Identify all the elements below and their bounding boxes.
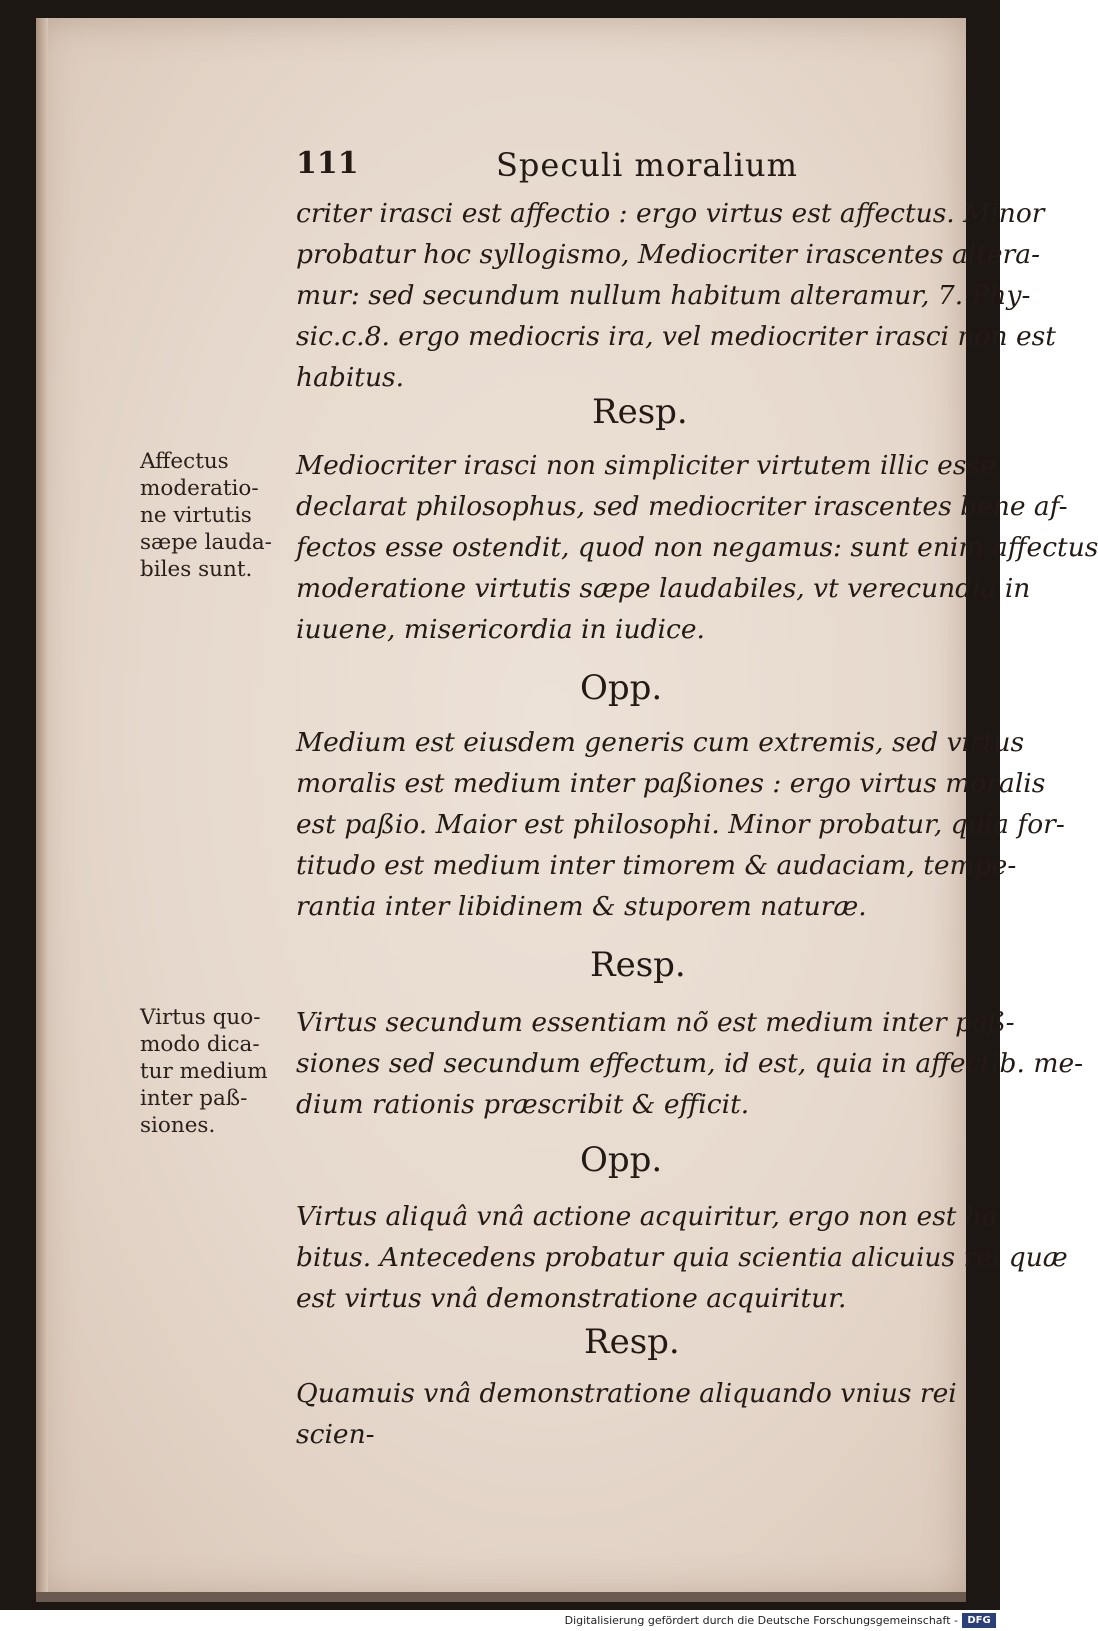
- section-heading-resp: Resp.: [592, 392, 688, 432]
- text-line: criter irasci est affectio : ergo virtus est affectus. Minor: [296, 198, 1045, 229]
- page-header: [292, 146, 972, 186]
- text-line: Mediocriter irasci non simpliciter virtutem illic esse: [296, 450, 996, 481]
- page-number: 111: [296, 146, 359, 181]
- margin-note-line: Virtus quo-: [140, 1005, 261, 1030]
- text-line: declarat philosophus, sed mediocriter irascentes bene af-: [296, 491, 1068, 522]
- section-heading-opp: Opp.: [580, 1140, 663, 1180]
- margin-note-line: inter paß-: [140, 1086, 248, 1111]
- text-line: moderatione virtutis sæpe laudabiles, vt verecundia in: [296, 573, 1031, 604]
- margin-note-2: [140, 1004, 300, 1139]
- margin-note-line: modo dica-: [140, 1032, 260, 1057]
- text-line: siones sed secundum effectum, id est, quia in affectib. me-: [296, 1048, 1084, 1079]
- text-line: dium rationis præscribit & efficit.: [296, 1089, 750, 1120]
- page-bottom-edge: [36, 1592, 966, 1602]
- text-line: titudo est medium inter timorem & audaciam, tempe-: [296, 850, 1017, 881]
- paragraph-6: [296, 1373, 976, 1455]
- text-line: est paßio. Maior est philosophi. Minor probatur, quia for-: [296, 809, 1065, 840]
- paragraph-5: [296, 1196, 1068, 1319]
- text-line: est virtus vnâ demonstratione acquiritur.: [296, 1283, 847, 1314]
- margin-note-line: Affectus: [140, 449, 229, 474]
- text-line: rantia inter libidinem & stuporem naturæ.: [296, 891, 867, 922]
- footer-bar: [0, 1612, 1000, 1631]
- text-line: sic.c.8. ergo mediocris ira, vel mediocriter irasci non est: [296, 321, 1056, 352]
- text-line: scien-: [296, 1419, 375, 1450]
- text-line: mur: sed secundum nullum habitum alteramur, 7. Phy-: [296, 280, 1031, 311]
- paragraph-3: [296, 722, 1065, 927]
- paragraph-4: [296, 1002, 1084, 1125]
- paragraph-1: [296, 193, 1056, 398]
- margin-note-line: ne virtutis: [140, 503, 252, 528]
- section-heading-resp: Resp.: [584, 1322, 680, 1362]
- paragraph-2: [296, 445, 1098, 650]
- text-line: bitus. Antecedens probatur quia scientia alicuius rei quæ: [296, 1242, 1068, 1273]
- text-line: moralis est medium inter paßiones : ergo virtus moralis: [296, 768, 1046, 799]
- section-heading-resp: Resp.: [590, 945, 686, 985]
- margin-note-line: moderatio-: [140, 476, 259, 501]
- margin-note-line: tur medium: [140, 1059, 268, 1084]
- dfg-logo: DFG: [962, 1613, 996, 1628]
- text-line: Medium est eiusdem generis cum extremis, sed virtus: [296, 727, 1025, 758]
- running-title: Speculi moralium: [496, 146, 798, 184]
- margin-note-1: [140, 448, 300, 583]
- margin-note-line: biles sunt.: [140, 557, 253, 582]
- margin-note-line: sæpe lauda-: [140, 530, 272, 555]
- text-line: Virtus aliquâ vnâ actione acquiritur, ergo non est ha: [296, 1201, 998, 1232]
- text-line: Quamuis vnâ demonstratione aliquando vnius rei: [296, 1378, 957, 1409]
- text-line: Virtus secundum essentiam nõ est medium inter paß-: [296, 1007, 1015, 1038]
- text-line: iuuene, misericordia in iudice.: [296, 614, 705, 645]
- margin-note-line: siones.: [140, 1113, 216, 1138]
- funding-notice: Digitalisierung gefördert durch die Deutsche Forschungsgemeinschaft -: [564, 1614, 958, 1627]
- page-gutter: [36, 18, 48, 1598]
- text-line: probatur hoc syllogismo, Mediocriter irascentes altera-: [296, 239, 1041, 270]
- text-line: fectos esse ostendit, quod non negamus: sunt enim affectus: [296, 532, 1098, 563]
- text-line: habitus.: [296, 362, 405, 393]
- section-heading-opp: Opp.: [580, 668, 663, 708]
